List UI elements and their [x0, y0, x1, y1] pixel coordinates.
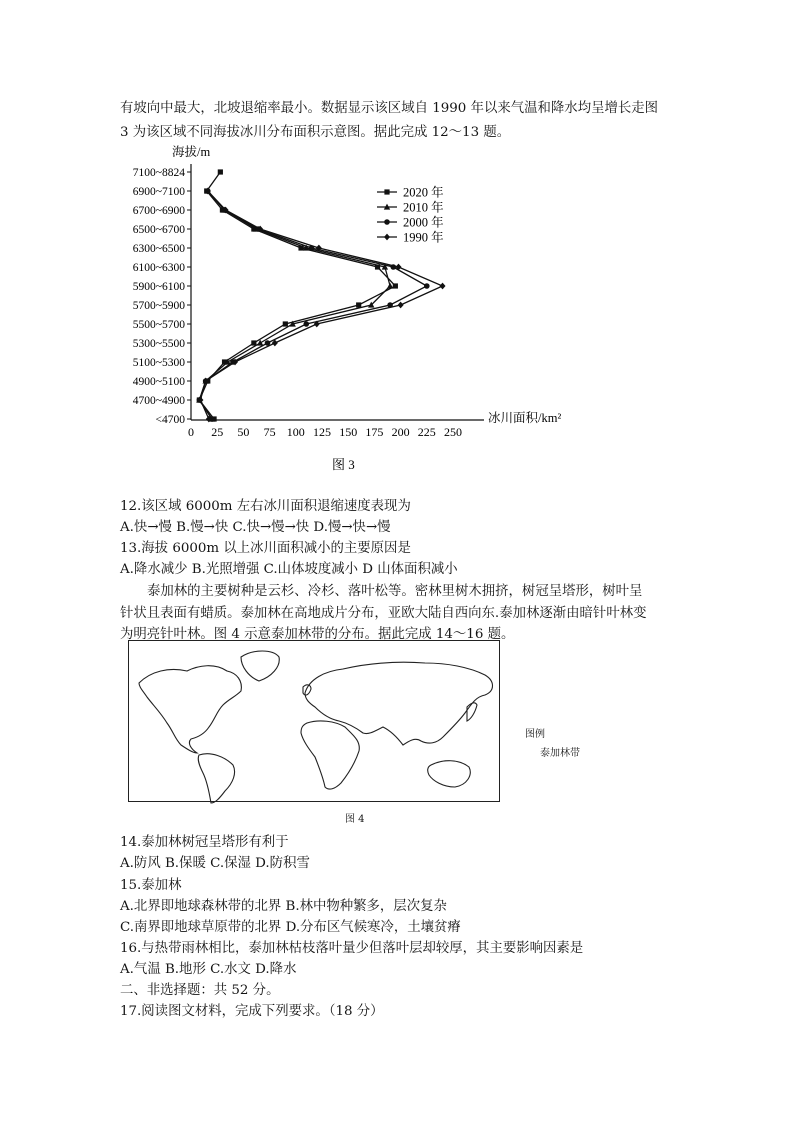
q17-stem: 17.阅读图文材料，完成下列要求。（18 分）: [120, 1004, 384, 1019]
x-tick-label: 125: [313, 425, 331, 439]
y-tick-label: 7100~8824: [132, 167, 185, 179]
q15-options-cd: C.南界即地球草原带的北界 D.分布区气候寒冷，土壤贫瘠: [120, 920, 461, 935]
legend-entry: [377, 200, 444, 215]
series-2010: [196, 188, 393, 422]
series-line: [199, 172, 395, 419]
legend-entry: [377, 215, 444, 230]
y-tick-label: 6700~6900: [132, 205, 185, 217]
y-tick-label: 4700~4900: [132, 395, 185, 407]
q14-stem: 14.泰加林树冠呈塔形有利于: [120, 835, 289, 850]
south-america-outline: [198, 754, 234, 803]
legend-entry: [377, 185, 444, 200]
y-tick-label: 6500~6700: [132, 224, 185, 236]
data-point: [424, 283, 430, 289]
data-point: [251, 340, 256, 345]
x-tick-label: 100: [286, 425, 305, 439]
x-tick-label: 200: [391, 425, 410, 439]
legend-label: 2010 年: [403, 200, 444, 215]
japan-outline: [467, 703, 477, 721]
x-tick-label: 150: [339, 425, 358, 439]
q16-stem: 16.与热带雨林相比，泰加林枯枝落叶量少但落叶层却较厚，其主要影响因素是: [120, 941, 584, 956]
y-tick-label: 5900~6100: [132, 281, 185, 293]
y-tick-label: 5100~5300: [132, 357, 185, 369]
series-2000: [197, 188, 430, 422]
data-point: [384, 234, 390, 241]
x-tick-label: 75: [263, 425, 276, 439]
glacier-area-chart: [132, 140, 600, 480]
world-map-drawing: [129, 641, 501, 803]
africa-outline: [301, 721, 359, 789]
y-tick-label: 4900~5100: [132, 376, 185, 388]
data-point: [218, 169, 223, 174]
q14-options: A.防风 B.保暖 C.保湿 D.防积雪: [120, 856, 310, 871]
data-point: [440, 283, 446, 290]
map-legend-title: 图例: [525, 729, 545, 740]
intro-line-2: 3 为该区域不同海拔冰川分布面积示意图。据此完成 12～13 题。: [120, 125, 511, 140]
legend-label: 2000 年: [403, 215, 444, 230]
passage-line-1: 泰加林的主要树种是云杉、冷杉、落叶松等。密林里树木拥挤，树冠呈塔形，树叶呈: [147, 584, 643, 599]
y-tick-label: 6900~7100: [132, 186, 185, 198]
legend-label: 2020 年: [403, 185, 444, 200]
north-america-outline: [139, 666, 241, 753]
series-line: [199, 191, 390, 419]
y-tick-label: 6300~6500: [132, 243, 185, 255]
taiga-world-map: [128, 640, 500, 802]
y-tick-label: 5300~5500: [132, 338, 185, 350]
figure-3-caption: 图 3: [332, 457, 355, 472]
data-point: [384, 189, 389, 194]
legend-entry: [377, 230, 444, 245]
data-point: [393, 283, 398, 288]
intro-line-1: 有坡向中最大，北坡退缩率最小。数据显示该区域自 1990 年以来气温和降水均呈增长走图: [120, 101, 659, 116]
x-tick-label: 250: [444, 425, 462, 439]
data-point: [303, 321, 309, 327]
passage-line-2: 针状且表面有蜡质。泰加林在高地成片分布，亚欧大陆自西向东.泰加林逐渐由暗针叶林变: [120, 606, 647, 621]
q15-stem: 15.泰加林: [120, 878, 182, 893]
q12-stem: 12.该区域 6000m 左右冰川面积退缩速度表现为: [120, 499, 411, 514]
q12-options: A.快→慢 B.慢→快 C.快→慢→快 D.慢→快→慢: [120, 520, 391, 535]
y-tick-label: 5700~5900: [132, 300, 185, 312]
y-axis-label: 海拔/m: [172, 145, 211, 159]
data-point: [384, 219, 390, 225]
passage-line-3: 为明亮针叶林。图 4 示意泰加林带的分布。据此完成 14～16 题。: [120, 627, 515, 642]
q16-options: A.气温 B.地形 C.水文 D.降水: [120, 962, 297, 977]
figure-4-caption: 图 4: [345, 814, 365, 825]
x-tick-label: 25: [211, 425, 224, 439]
x-tick-label: 50: [237, 425, 250, 439]
map-legend-taiga: 泰加林带: [540, 748, 580, 759]
y-tick-label: 5500~5700: [132, 319, 185, 331]
q13-stem: 13.海拔 6000m 以上冰川面积减小的主要原因是: [120, 541, 411, 556]
data-point: [356, 302, 361, 307]
x-axis-label: 冰川面积/km²: [488, 411, 562, 425]
australia-outline: [428, 761, 471, 787]
section-2-heading: 二、非选择题：共 52 分。: [120, 983, 280, 998]
q13-options: A.降水减少 B.光照增强 C.山体坡度减小 D 山体面积减小: [120, 562, 458, 577]
uk-outline: [303, 685, 311, 695]
legend-label: 1990 年: [403, 230, 444, 245]
x-tick-label: 0: [188, 425, 194, 439]
q15-options-ab: A.北界即地球森林带的北界 B.林中物种繁多，层次复杂: [120, 899, 447, 914]
x-tick-label: 175: [365, 425, 384, 439]
y-tick-label: <4700: [155, 414, 185, 426]
data-point: [283, 321, 288, 326]
y-tick-label: 6100~6300: [132, 262, 185, 274]
series-2020: [197, 169, 398, 421]
data-point: [398, 302, 404, 309]
eurasia-outline: [305, 662, 493, 745]
greenland-outline: [241, 651, 279, 681]
x-tick-label: 225: [417, 425, 436, 439]
